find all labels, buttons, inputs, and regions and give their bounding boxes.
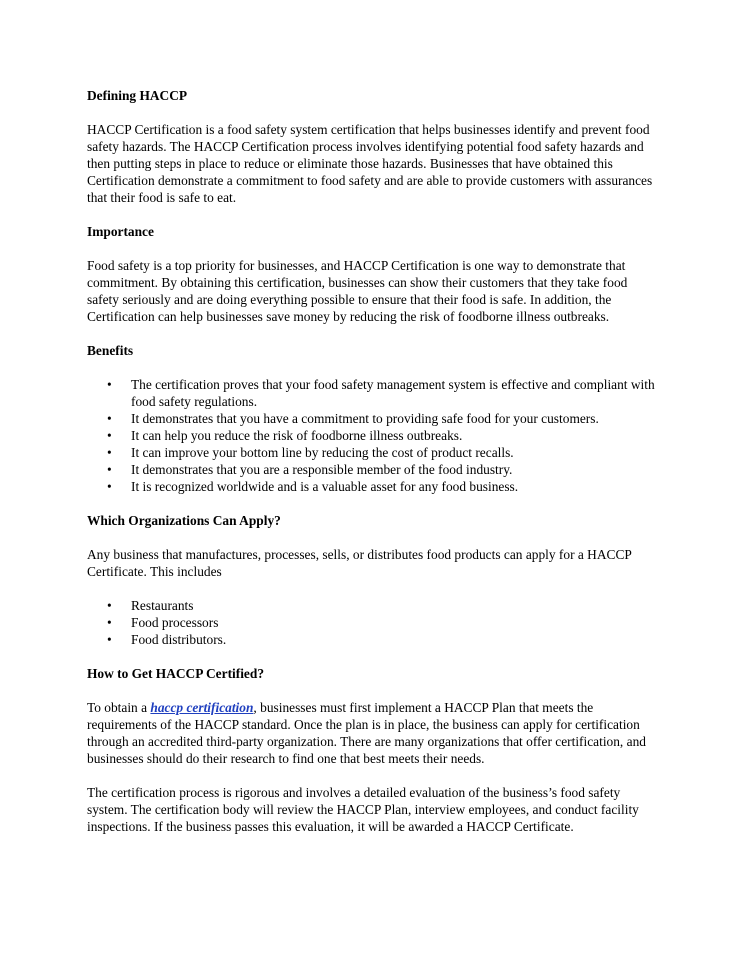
paragraph-organizations: Any business that manufactures, processes, sells, or distributes food products can apply for a HACCP Certificate. This includes <box>87 547 632 579</box>
list-item: • Food processors <box>87 614 657 631</box>
paragraph-defining: HACCP Certification is a food safety system certification that helps businesses identify and prevent food safety hazards. The HACCP Certification process involves identifying potential food safety hazards and then putting steps in place to reduce or eliminate those hazards. Businesses that have obtained this Certification demonstrate a commitment to food safety and are able to provide customers with assurances that their food is safe to eat. <box>87 122 653 205</box>
heading-defining-haccp: Defining HACCP <box>87 88 188 103</box>
list-item: • It demonstrates that you are a responsible member of the food industry. <box>87 461 657 478</box>
list-item: • Restaurants <box>87 597 657 614</box>
benefits-list <box>87 376 657 495</box>
list-item: • The certification proves that your food safety management system is effective and compliant with food safety regulations. <box>87 376 657 410</box>
haccp-certification-link[interactable]: haccp certification <box>150 700 254 715</box>
list-item: • It can help you reduce the risk of foodborne illness outbreaks. <box>87 427 657 444</box>
list-item: • It demonstrates that you have a commitment to providing safe food for your customers. <box>87 410 657 427</box>
heading-how-to-get-certified: How to Get HACCP Certified? <box>87 666 265 681</box>
organizations-list <box>87 597 657 648</box>
heading-importance: Importance <box>87 224 154 239</box>
text-prefix: To obtain a <box>87 700 151 715</box>
heading-benefits: Benefits <box>87 343 134 358</box>
paragraph-how-to-1 <box>87 699 657 767</box>
text-suffix: , businesses must first implement a HACCP Plan that meets the requirements of the HACCP standard. Once the plan is in place, the business can apply for certification through an accredited third-party organization. There are many organizations that offer certification, and businesses should do their research to find one that best meets their needs. <box>87 700 646 766</box>
paragraph-importance: Food safety is a top priority for businesses, and HACCP Certification is one way to demonstrate that commitment. By obtaining this certification, businesses can show their customers that they take food safety seriously and are doing everything possible to ensure that their food is safe. In addition, the Certification can help businesses save money by reducing the risk of foodborne illness outbreaks. <box>87 258 628 324</box>
list-item: • It can improve your bottom line by reducing the cost of product recalls. <box>87 444 657 461</box>
list-item: • Food distributors. <box>87 631 657 648</box>
document-page <box>87 87 657 835</box>
paragraph-how-to-2: The certification process is rigorous and involves a detailed evaluation of the business’s food safety system. The certification body will review the HACCP Plan, interview employees, and conduct facility inspections. If the business passes this evaluation, it will be awarded a HACCP Certificate. <box>87 785 639 834</box>
heading-which-organizations: Which Organizations Can Apply? <box>87 513 281 528</box>
list-item: • It is recognized worldwide and is a valuable asset for any food business. <box>87 478 657 495</box>
